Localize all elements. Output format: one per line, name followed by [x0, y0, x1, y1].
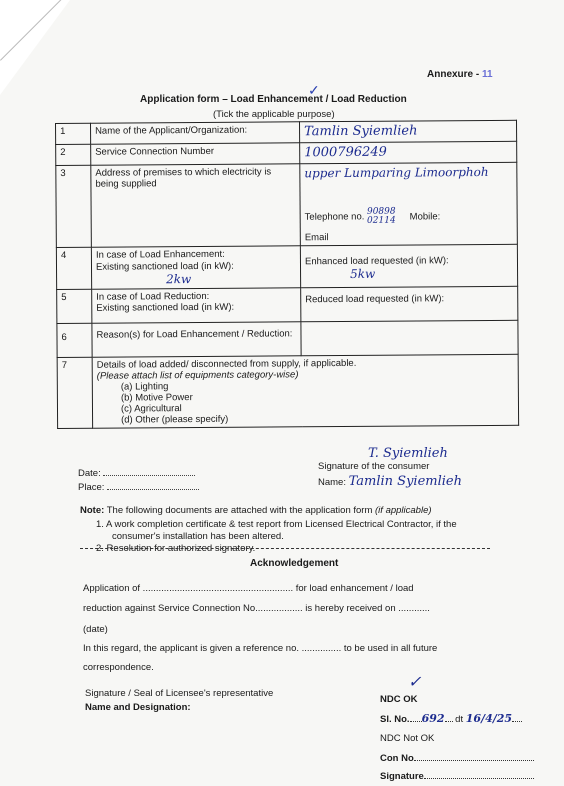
address-value[interactable]: upper Lumparing Limoorphoh Telephone no. 90898 02114 Mobile: Email — [300, 162, 518, 246]
con-no-field[interactable]: Con No — [380, 753, 534, 764]
applicant-name-value[interactable]: Tamlin Syiemlieh — [299, 120, 516, 143]
name-designation-label: Name and Designation: — [85, 702, 191, 713]
table-row: 4 In case of Load Enhancement: Existing sanctioned load (in kW): 2kw Enhanced load requested (in kW): 5kw — [56, 244, 517, 289]
date-field[interactable]: Date: — [78, 468, 195, 479]
enhanced-load-value[interactable]: Enhanced load requested (in kW): 5kw — [300, 244, 517, 288]
form-title: Application form – Load Enhancement / Load Reduction — [140, 94, 407, 105]
ndc-ok-label: NDC OK — [380, 694, 418, 705]
signature-field[interactable]: Signature — [380, 771, 534, 782]
table-row: 7 Details of load added/ disconnected from supply, if applicable. (Please attach list of equipments category-wise) (a) Lighting (b) Motive Power (c) Agricultural (d) Other (please specify) — [57, 354, 518, 428]
reason-value[interactable] — [301, 320, 518, 356]
licensee-signature-label: Signature / Seal of Licensee's representative — [85, 688, 274, 699]
ndc-tick-icon: ✓ — [408, 672, 422, 691]
consumer-name: Name: Tamlin Syiemlieh — [318, 474, 462, 489]
annexure-label: Annexure - 11 — [427, 69, 493, 80]
table-row: 1 Name of the Applicant/Organization: Tamlin Syiemlieh — [56, 120, 517, 144]
folded-corner — [0, 0, 70, 95]
form-subtitle: (Tick the applicable purpose) — [213, 109, 335, 120]
ack-line: correspondence. — [83, 662, 154, 673]
application-table — [55, 120, 519, 429]
ack-line: Application of ......................................................... for load enhancement / load — [83, 583, 414, 594]
table-row: 6 Reason(s) for Load Enhancement / Reduction: — [57, 320, 518, 357]
note-text: Note: The following documents are attached with the application form (if applicable) — [80, 505, 432, 516]
table-row: 5 In case of Load Reduction: Existing sanctioned load (in kW): Reduced load requested (in kW): — [57, 286, 518, 323]
acknowledgement-title: Acknowledgement — [250, 558, 339, 569]
ack-line: In this regard, the applicant is given a reference no. ............... to be used in all future — [83, 643, 438, 654]
divider — [80, 548, 490, 549]
signature-label: Signature of the consumer — [318, 461, 430, 472]
table-row: 3 Address of premises to which electricity is being supplied upper Lumparing Limoorphoh Telephone no. 90898 02114 Mobile: Email — [56, 162, 518, 247]
ack-line: reduction against Service Connection No.................. is hereby received on ............ — [83, 603, 430, 614]
service-connection-value[interactable]: 1000796249 — [300, 141, 517, 164]
place-field[interactable]: Place: — [78, 482, 199, 493]
ack-line: (date) — [83, 624, 108, 635]
consumer-signature: T. Syiemlieh — [368, 446, 448, 461]
reduced-load-value[interactable]: Reduced load requested (in kW): — [301, 286, 518, 322]
table-row: 2 Service Connection Number 1000796249 — [56, 141, 517, 165]
tick-mark-icon: ✓ — [308, 82, 320, 98]
ndc-not-ok-label: NDC Not OK — [380, 733, 435, 744]
sl-no-field: Sl. No. 692 dt 16/4/25 — [380, 712, 522, 725]
note-list: 1. A work completion certificate & test report from Licensed Electrical Contractor, if the consumer's installation has been altered. 2. Resolution for authorized signatory. — [96, 519, 457, 554]
